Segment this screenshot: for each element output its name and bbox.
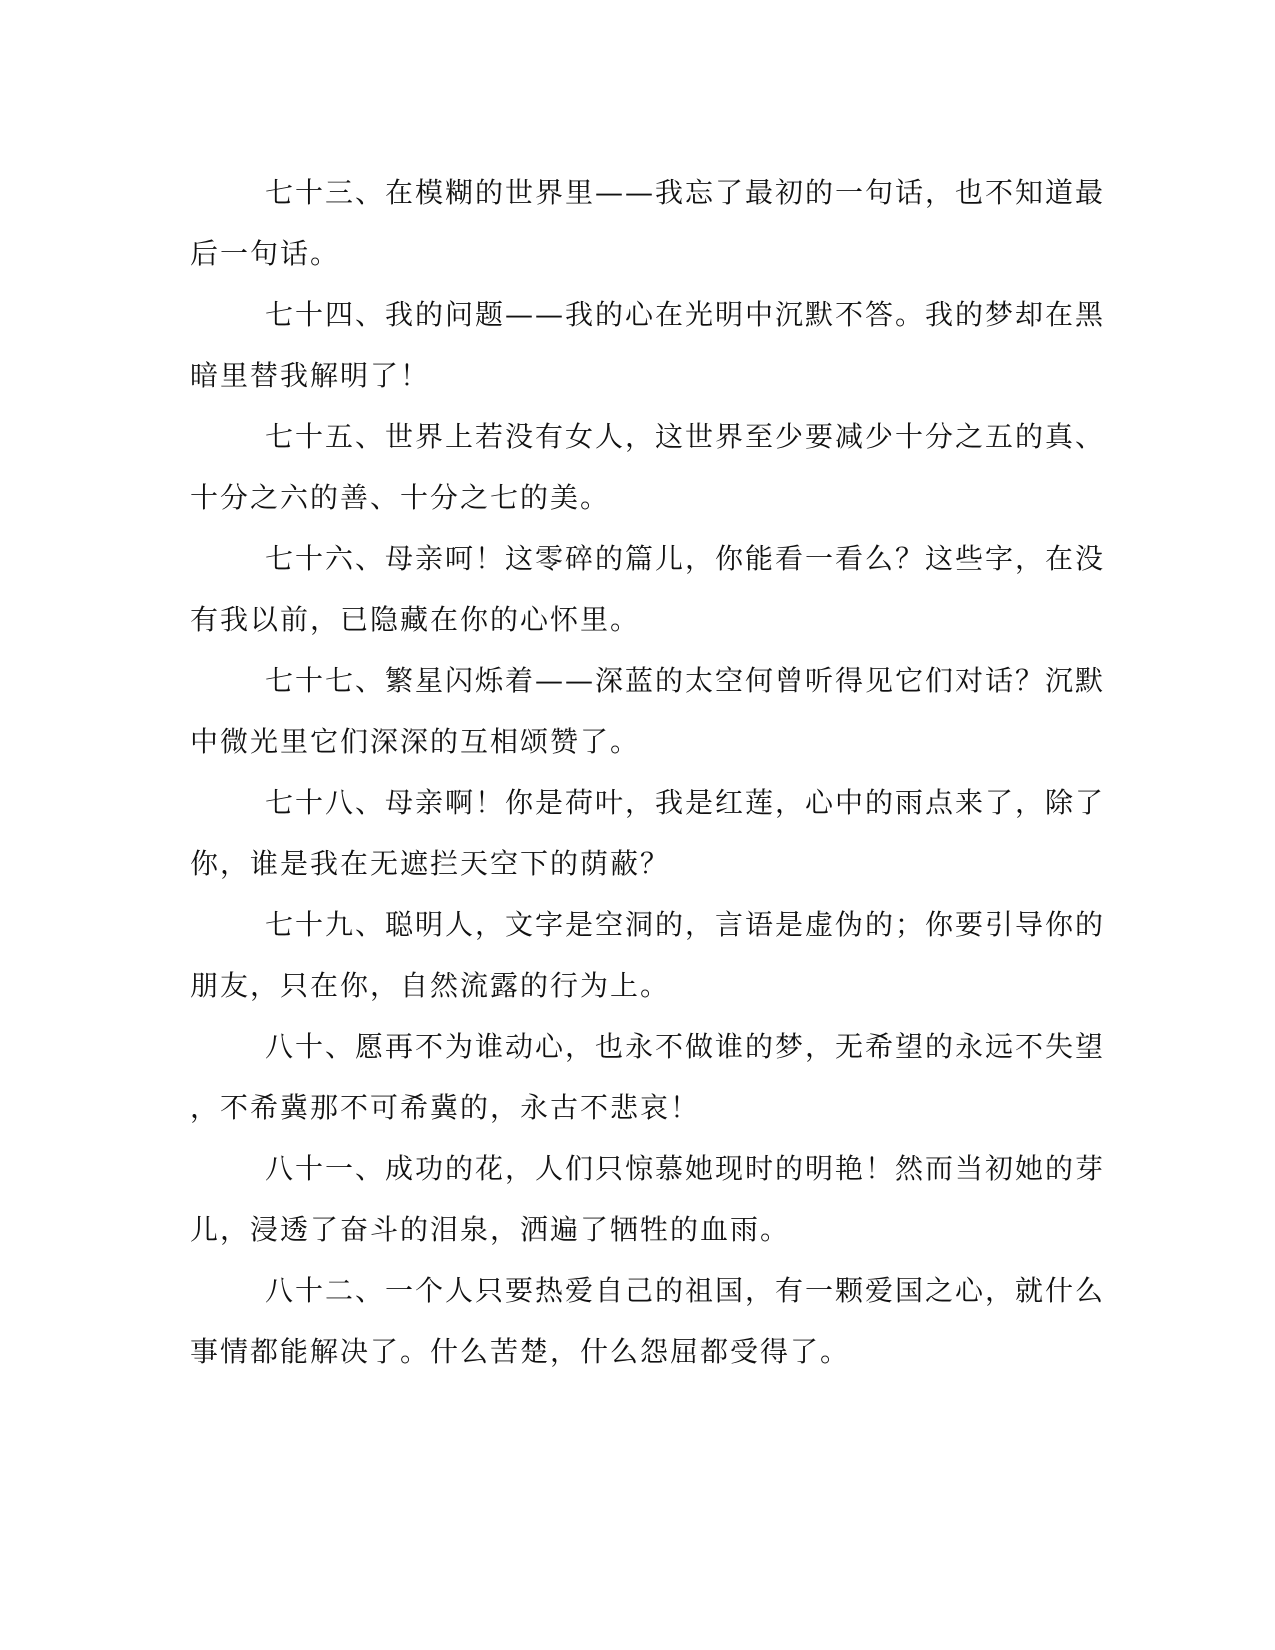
paragraph	[190, 772, 1106, 894]
paragraph	[190, 1260, 1106, 1382]
paragraph-line: 暗里替我解明了！	[190, 359, 431, 392]
paragraph-line: ，不希冀那不可希冀的，永古不悲哀！	[190, 1091, 701, 1124]
paragraph-line: 中微光里它们深深的互相颂赞了。	[190, 725, 641, 758]
paragraph-line: 有我以前，已隐藏在你的心怀里。	[190, 603, 641, 636]
paragraph-line: 十分之六的善、十分之七的美。	[190, 481, 611, 514]
paragraph-line: 事情都能解决了。什么苦楚，什么怨屈都受得了。	[190, 1335, 851, 1368]
paragraph-line: 八十二、一个人只要热爱自己的祖国，有一颗爱国之心，就什么	[265, 1274, 1106, 1307]
paragraph-line: 儿，浸透了奋斗的泪泉，洒遍了牺牲的血雨。	[190, 1213, 791, 1246]
paragraph-line: 八十、愿再不为谁动心，也永不做谁的梦，无希望的永远不失望	[265, 1030, 1106, 1063]
paragraph-line: 七十八、母亲啊！你是荷叶，我是红莲，心中的雨点来了，除了	[265, 786, 1106, 819]
paragraph	[190, 528, 1106, 650]
paragraph-line: 后一句话。	[190, 237, 341, 270]
paragraph-line: 七十九、聪明人，文字是空洞的，言语是虚伪的；你要引导你的	[265, 908, 1106, 941]
paragraph	[190, 284, 1106, 406]
paragraph-line: 你，谁是我在无遮拦天空下的荫蔽？	[190, 847, 671, 880]
paragraph-line: 七十三、在模糊的世界里——我忘了最初的一句话，也不知道最	[265, 176, 1106, 209]
paragraph	[190, 162, 1106, 284]
paragraph	[190, 1138, 1106, 1260]
paragraph-line: 七十五、世界上若没有女人，这世界至少要减少十分之五的真、	[265, 420, 1106, 453]
paragraph-line: 朋友，只在你，自然流露的行为上。	[190, 969, 671, 1002]
document-body	[190, 162, 1106, 1382]
paragraph	[190, 650, 1106, 772]
paragraph-line: 七十六、母亲呵！这零碎的篇儿，你能看一看么？这些字，在没	[265, 542, 1106, 575]
paragraph	[190, 406, 1106, 528]
paragraph-line: 七十七、繁星闪烁着——深蓝的太空何曾听得见它们对话？沉默	[265, 664, 1106, 697]
paragraph	[190, 894, 1106, 1016]
paragraph	[190, 1016, 1106, 1138]
paragraph-line: 八十一、成功的花，人们只惊慕她现时的明艳！然而当初她的芽	[265, 1152, 1106, 1185]
paragraph-line: 七十四、我的问题——我的心在光明中沉默不答。我的梦却在黑	[265, 298, 1106, 331]
